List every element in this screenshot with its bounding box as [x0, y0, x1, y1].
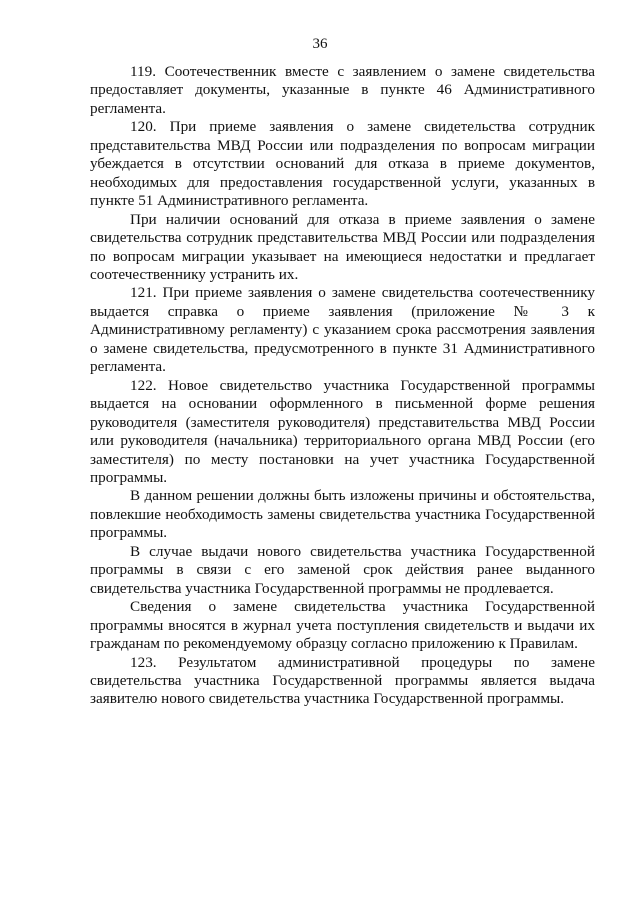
paragraph-120-refusal: При наличии оснований для отказа в приеме заявления о замене свидетельства сотрудник представительства МВД России или подразделения по вопросам миграции указывает на имеющиеся недостатки и предлагает соотечественнику устранить их.	[90, 210, 595, 283]
paragraph-119: 119. Соотечественник вместе с заявлением о замене свидетельства предоставляет документы, указанные в пункте 46 Административного регламента.	[90, 63, 595, 117]
paragraph-121: 121. При приеме заявления о замене свидетельства соотечественнику выдается справка о приеме заявления (приложение № 3 к Административному регламенту) с указанием срока рассмотрения заявления о замене свидетельства, предусмотренного в пункте 31 Административного регламента.	[90, 284, 595, 376]
page-number: 36	[312, 36, 328, 52]
paragraph-122: 122. Новое свидетельство участника Государственной программы выдается на основании оформленного в письменной форме решения руководителя (заместителя руководителя) представительства МВД России или руководителя (начальника) территориального органа МВД России (его заместителя) по месту постановки на учет участника Государственной программы.	[90, 376, 595, 486]
paragraph-122-journal: Сведения о замене свидетельства участника Государственной программы вносятся в журнал учета поступления свидетельств и выдачи их гражданам по рекомендуемому образцу согласно приложению к Правилам.	[90, 598, 595, 653]
paragraph-123: 123. Результатом административной процедуры по замене свидетельства участника Государственной программы является выдача заявителю нового свидетельства участника Государственной программы.	[90, 653, 595, 708]
paragraph-120: 120. При приеме заявления о замене свидетельства сотрудник представительства МВД России или подразделения по вопросам миграции убеждается в отсутствии оснований для отказа в приеме документов, необходимых для предоставления государственной услуги, указанных в пункте 51 Административного регламента.	[90, 118, 595, 210]
paragraph-122-validity: В случае выдачи нового свидетельства участника Государственной программы в связи с его заменой срок действия ранее выданного свидетельства участника Государственной программы не продлевается.	[90, 542, 595, 597]
page-body	[90, 63, 595, 709]
paragraph-122-decision: В данном решении должны быть изложены причины и обстоятельства, повлекшие необходимость замены свидетельства участника Государственной программы.	[90, 487, 595, 542]
